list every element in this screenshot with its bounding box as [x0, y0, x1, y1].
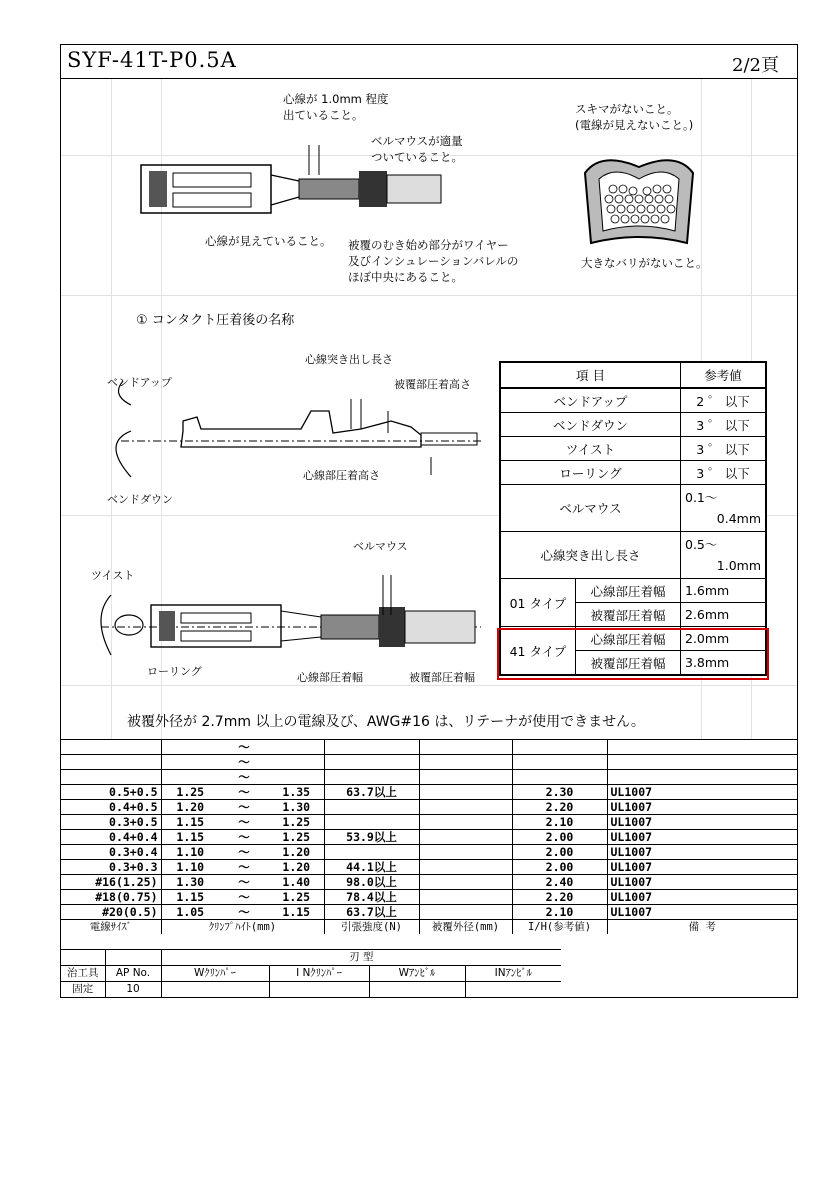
blank-cell	[607, 740, 797, 755]
spec-rolling: ローリング	[500, 461, 681, 485]
crimp-height-max-cell: 1.25	[269, 830, 324, 845]
tilde-cell: ～	[219, 845, 269, 860]
crimp-data-table	[61, 739, 797, 934]
blank-cell	[269, 740, 324, 755]
tilde-cell: ～	[219, 905, 269, 920]
bend-down-label: ベンドダウン	[107, 493, 173, 506]
wire-size-cell: #20(0.5)	[61, 905, 161, 920]
crimp-height-max-cell: 1.20	[269, 860, 324, 875]
blank-cell	[512, 770, 607, 785]
w-anvil-label: Wｱﾝﾋﾞﾙ	[369, 966, 465, 982]
retainer-note: 被覆外径が 2.7mm 以上の電線及び、AWG#16 は、リテーナが使用できません。	[127, 714, 645, 730]
ap-label: AP No.	[105, 966, 161, 982]
label-tensile: 引張強度(N)	[324, 920, 419, 935]
spec-bellmouth-max: 0.4mm	[716, 511, 761, 526]
table-row	[61, 890, 797, 905]
tensile-cell: 78.4以上	[324, 890, 419, 905]
tilde-cell: ～	[219, 800, 269, 815]
table-row	[61, 830, 797, 845]
spec-bellmouth-value	[681, 485, 767, 532]
spec-protrusion: 心線突き出し長さ	[500, 532, 681, 579]
blank-cell	[161, 755, 219, 770]
label-outer-diameter: 被覆外径(mm)	[419, 920, 512, 935]
spec-bend-down: ベンドダウン	[500, 413, 681, 437]
tilde-cell: ～	[219, 890, 269, 905]
crimp-height-max-cell: 1.20	[269, 845, 324, 860]
blank-cell	[369, 982, 465, 998]
outer-diameter-cell	[419, 785, 512, 800]
crimp-height-min-cell: 1.10	[161, 860, 219, 875]
table-row	[61, 860, 797, 875]
blank-cell	[61, 740, 161, 755]
section-title: ① コンタクト圧着後の名称	[136, 313, 295, 328]
spec-bend-down-value: 3 ゜ 以下	[681, 413, 767, 437]
spec-01-ins-value: 2.6mm	[681, 603, 767, 627]
bellmouth-label: ベルマウス	[353, 540, 408, 553]
crimp-height-max-cell: 1.15	[269, 905, 324, 920]
blank-cell	[419, 740, 512, 755]
blank-cell	[607, 755, 797, 770]
blank-cell	[324, 770, 419, 785]
tilde-cell: ～	[219, 815, 269, 830]
tilde-cell: ～	[219, 740, 269, 755]
spec-bellmouth: ベルマウス	[500, 485, 681, 532]
outer-diameter-cell	[419, 830, 512, 845]
tilde-cell: ～	[219, 770, 269, 785]
wire-size-cell: 0.4+0.4	[61, 830, 161, 845]
ih-cell: 2.00	[512, 830, 607, 845]
outer-diameter-cell	[419, 875, 512, 890]
wire-size-cell: 0.5+0.5	[61, 785, 161, 800]
ih-cell: 2.10	[512, 815, 607, 830]
spec-protrusion-min: 0.5～	[685, 537, 718, 552]
tilde-cell: ～	[219, 875, 269, 890]
spec-bellmouth-min: 0.1～	[685, 490, 718, 505]
blank-cell	[324, 755, 419, 770]
crimp-cross-section	[581, 143, 701, 253]
blank-cell	[269, 982, 369, 998]
in-anvil-label: INｱﾝﾋﾞﾙ	[465, 966, 561, 982]
table-row	[61, 800, 797, 815]
blank-cell	[419, 770, 512, 785]
tensile-cell	[324, 815, 419, 830]
crimp-height-max-cell: 1.25	[269, 890, 324, 905]
ih-cell: 2.20	[512, 890, 607, 905]
tilde-cell: ～	[219, 785, 269, 800]
outer-diameter-cell	[419, 860, 512, 875]
tilde-cell: ～	[219, 860, 269, 875]
wire-size-cell: #16(1.25)	[61, 875, 161, 890]
outer-diameter-cell	[419, 890, 512, 905]
spec-twist-value: 3 ゜ 以下	[681, 437, 767, 461]
spec-header-item: 項 目	[500, 362, 681, 388]
remark-cell: UL1007	[607, 860, 797, 875]
tilde-cell: ～	[219, 755, 269, 770]
tensile-cell: 53.9以上	[324, 830, 419, 845]
blank-cell	[269, 755, 324, 770]
top-contact-drawing	[139, 145, 449, 225]
insulation-height-label: 被覆部圧着高さ	[394, 378, 471, 391]
tensile-cell: 98.0以上	[324, 875, 419, 890]
insulation-width-label: 被覆部圧着幅	[409, 671, 475, 684]
blank-cell	[161, 982, 269, 998]
type-41-highlight	[497, 628, 769, 680]
tooling-table	[61, 949, 561, 997]
crimp-height-min-cell: 1.15	[161, 890, 219, 905]
crimp-height-min-cell: 1.25	[161, 785, 219, 800]
remark-cell: UL1007	[607, 845, 797, 860]
outer-diameter-cell	[419, 905, 512, 920]
spec-01-core-width: 心線部圧着幅	[576, 579, 681, 603]
table-row	[61, 905, 797, 920]
ih-cell: 2.00	[512, 845, 607, 860]
ih-cell: 2.20	[512, 800, 607, 815]
wire-size-cell: #18(0.75)	[61, 890, 161, 905]
grid-line	[61, 685, 797, 686]
crimp-height-max-cell: 1.30	[269, 800, 324, 815]
blank-cell	[607, 770, 797, 785]
tilde-cell: ～	[219, 830, 269, 845]
strip-position-note: 被覆のむき始め部分がワイヤー 及びインシュレーションバレルの ほぼ中央にあること。	[348, 238, 519, 284]
spec-bend-up: ベンドアップ	[500, 388, 681, 413]
blank-cell	[161, 740, 219, 755]
core-exposed-note: 心線が 1.0mm 程度 出ていること。	[283, 92, 389, 122]
ih-cell: 2.30	[512, 785, 607, 800]
bottom-view-drawing	[91, 575, 481, 671]
blank-cell	[105, 950, 161, 966]
spec-41-core-value: 2.0mm	[681, 627, 767, 651]
in-crimper-label: I Nｸﾘﾝﾊﾟｰ	[269, 966, 369, 982]
remark-cell: UL1007	[607, 800, 797, 815]
ap-number: 10	[105, 982, 161, 998]
spec-protrusion-value	[681, 532, 767, 579]
die-header: 刃 型	[161, 950, 561, 966]
side-view-drawing	[101, 371, 481, 481]
blank-cell	[324, 740, 419, 755]
w-crimper-label: Wｸﾘﾝﾊﾟｰ	[161, 966, 269, 982]
grid-line	[61, 295, 797, 296]
label-crimp-height: ｸﾘﾝﾌﾟﾊｲﾄ(mm)	[161, 920, 324, 935]
fixed-label: 固定	[61, 982, 105, 998]
table-row	[61, 815, 797, 830]
spec-twist: ツイスト	[500, 437, 681, 461]
remark-cell: UL1007	[607, 890, 797, 905]
outer-diameter-cell	[419, 815, 512, 830]
table-row	[61, 875, 797, 890]
no-burr-note: 大きなバリがないこと。	[581, 256, 708, 270]
blank-cell	[161, 770, 219, 785]
page-number: 2/2頁	[732, 55, 779, 76]
spec-rolling-value: 3 ゜ 以下	[681, 461, 767, 485]
remark-cell: UL1007	[607, 815, 797, 830]
spec-header-ref: 参考値	[681, 362, 767, 388]
twist-label: ツイスト	[91, 569, 135, 582]
spec-41-core-width: 心線部圧着幅	[576, 627, 681, 651]
core-protrusion-label: 心線突き出し長さ	[305, 353, 393, 366]
drawing-sheet	[60, 44, 798, 998]
blank-cell	[269, 770, 324, 785]
crimp-height-min-cell: 1.05	[161, 905, 219, 920]
spec-01-core-value: 1.6mm	[681, 579, 767, 603]
spec-protrusion-max: 1.0mm	[716, 558, 761, 573]
crimp-height-min-cell: 1.20	[161, 800, 219, 815]
bend-up-label: ベンドアップ	[107, 376, 172, 389]
remark-cell: UL1007	[607, 830, 797, 845]
tensile-cell	[324, 800, 419, 815]
label-ih: I/H(参考値)	[512, 920, 607, 935]
blank-cell	[512, 740, 607, 755]
blank-cell	[61, 755, 161, 770]
rolling-label: ローリング	[147, 665, 202, 678]
wire-size-cell: 0.3+0.4	[61, 845, 161, 860]
outer-diameter-cell	[419, 845, 512, 860]
crimp-height-max-cell: 1.40	[269, 875, 324, 890]
spec-41-ins-value: 3.8mm	[681, 651, 767, 676]
crimp-height-max-cell: 1.35	[269, 785, 324, 800]
tensile-cell: 44.1以上	[324, 860, 419, 875]
ih-cell: 2.00	[512, 860, 607, 875]
crimp-height-min-cell: 1.15	[161, 815, 219, 830]
part-number-title: SYF-41T-P0.5A	[67, 48, 237, 72]
blank-cell	[61, 770, 161, 785]
table-row	[61, 845, 797, 860]
blank-cell	[512, 755, 607, 770]
remark-cell: UL1007	[607, 785, 797, 800]
crimp-height-min-cell: 1.10	[161, 845, 219, 860]
core-visible-note: 心線が見えていること。	[205, 234, 332, 248]
crimp-height-max-cell: 1.25	[269, 815, 324, 830]
crimp-height-min-cell: 1.30	[161, 875, 219, 890]
remark-cell: UL1007	[607, 875, 797, 890]
jig-label: 治工具	[61, 966, 105, 982]
core-height-label: 心線部圧着高さ	[303, 469, 380, 482]
bellmouth-note: ベルマウスが適量 ついていること。	[371, 134, 463, 164]
spec-01-ins-width: 被覆部圧着幅	[576, 603, 681, 627]
tensile-cell: 63.7以上	[324, 785, 419, 800]
label-remark: 備 考	[607, 920, 797, 935]
outer-diameter-cell	[419, 800, 512, 815]
label-wire-size: 電線ｻｲｽﾞ	[61, 920, 161, 935]
wire-size-cell: 0.4+0.5	[61, 800, 161, 815]
spec-type-41: 41 タイプ	[500, 627, 576, 676]
blank-cell	[419, 755, 512, 770]
tensile-cell: 63.7以上	[324, 905, 419, 920]
core-width-label: 心線部圧着幅	[297, 671, 363, 684]
crimp-height-min-cell: 1.15	[161, 830, 219, 845]
title-bar	[61, 45, 797, 79]
spec-41-ins-width: 被覆部圧着幅	[576, 651, 681, 676]
no-gap-note: スキマがないこと。 (電線が見えないこと。)	[575, 102, 694, 132]
spec-bend-up-value: 2 ゜ 以下	[681, 388, 767, 413]
blank-cell	[61, 950, 105, 966]
wire-size-cell: 0.3+0.3	[61, 860, 161, 875]
wire-size-cell: 0.3+0.5	[61, 815, 161, 830]
table-row	[61, 785, 797, 800]
blank-cell	[465, 982, 561, 998]
remark-cell: UL1007	[607, 905, 797, 920]
ih-cell: 2.40	[512, 875, 607, 890]
ih-cell: 2.10	[512, 905, 607, 920]
spec-type-01: 01 タイプ	[500, 579, 576, 627]
tensile-cell	[324, 845, 419, 860]
